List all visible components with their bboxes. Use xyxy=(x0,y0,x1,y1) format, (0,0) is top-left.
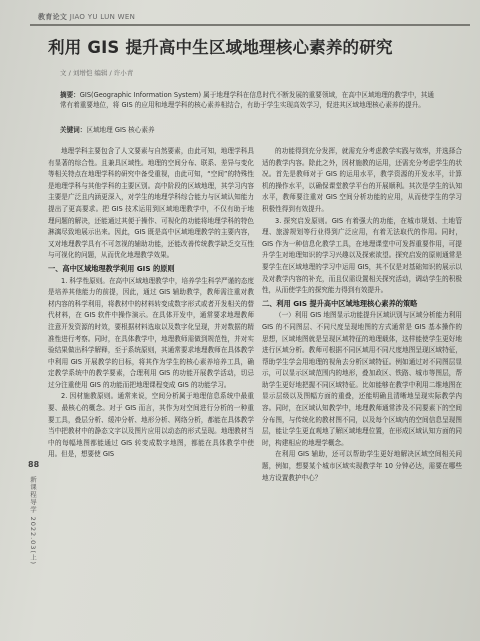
abstract xyxy=(60,90,440,110)
header-rule xyxy=(30,24,470,26)
body-paragraph: 1. 科学性原则。在高中区域地理教学中，培养学生科学严谨的态度是培养其他能力的前提，因此，通过 GIS 辅助教学，教师需注重对教材内容的科学利用，将教材中的材料转变成数字形式或者开发相关的替代材料，在 GIS 软件中操作演示。在具体开发中，通常要求地理教师注意开发资源的时效，要根据材料选取以及数字化呈现，并对数据的精准性进行考察。同时，在具体教学中，地理教师需做到规范性，并对实验结果做出科学解释，至于系统原则，其通常要求地理教师在具体教学中利用 GIS 开展教学的目标，将其作为学生的核心素养培养工具，确定教学系统中的教学要素，合理利用 GIS 的功能开展教学活动，切忌过分注重使用 GIS 的功能而把地理课程变成 GIS 的功能学习。 xyxy=(48,276,255,389)
abstract-label: 摘要： xyxy=(60,91,80,99)
header-section: 教育论文 xyxy=(38,13,68,21)
section-heading: 二、利用 GIS 提升高中区域地理核心素养的策略 xyxy=(262,298,418,308)
article-title: 利用 GIS 提升高中生区域地理核心素养的研究 xyxy=(48,38,393,57)
page-sidebar xyxy=(28,460,40,610)
body-paragraph: 地理学科主要包含了人文要素与自然要素，由此可知，地理学科具有显著的综合性。且兼具区域性。地理的空间分布、联系、差异与变化等相关特点在地理学科的研究中备受重视，由此可知，“空间”的特殊性是地理学科与其他学科的主要区别。高中阶段的区域地理，其学习内容主要是广泛且内涵更深入，对学生的地理学科综合能力与区域认知能力提出了更高要求。把 GIS 技术运用到区域地理教学中，不仅有助于地理问题的解决，还能通过其便于操作、可视化的功能将地理学科的特色淋漓尽致地展示出来。因此，GIS 既是高中区域地理教学的主要内容，又对地理教学具有不可忽视的辅助功能，还能改善传统教学缺乏交互性与可视化的问题，从而优化地理教学效果。 xyxy=(48,147,254,260)
right-column xyxy=(262,146,462,484)
keywords-label: 关键词： xyxy=(60,126,87,134)
body-paragraph: 在利用 GIS 辅助，还可以帮助学生更好地解决区域空间相关问题，例如，想要某个城市区域实现教学年 10 分钟必达，需要在哪些地方设置教护中心？ xyxy=(262,450,462,482)
author-line: 文 / 刘增恺 编辑 / 许小青 xyxy=(60,69,134,77)
journal-name: 新课程导学 2022.03(上) xyxy=(29,476,37,566)
keywords xyxy=(60,124,155,134)
left-column xyxy=(48,146,254,461)
abstract-text: GIS(Geographic Information System) 属于地理学科在信息时代不断发展的重要领域，在高中区域地理的教学中，其通常有着重要地位，将 GIS 的应用和地理学科的核心素养相结合，有助于学生实现高效学习，促进其区域地理核心素养的提升。 xyxy=(60,91,434,109)
page-number: 88 xyxy=(28,460,40,469)
running-header xyxy=(38,12,135,22)
body-paragraph: 的功能得到充分发挥，就需充分考虑教学实践与效率，并选择合适的教学内容。除此之外，因材施教的运用，还需充分考虑学生的状况。首先是教师对于 GIS 的运用水平，教学资源的开发水平，计算机的操作水平，以确保课堂教学平台的开展顺利。其次是学生的认知水平，教师要注重对 GIS 空间分析功能的应用，从而使学生的学习积极性得到有效提升。 xyxy=(262,147,462,213)
keywords-text: 区域地理 GIS 核心素养 xyxy=(86,126,155,134)
body-paragraph: （一）利用 GIS 地图显示功能提升区域识别与区域分析能力利用 GIS 的不同图层、不同尺度呈现地图的方式通常是 GIS 基本操作的思想，区域地图就是呈现区域特征的地理载体，这样能使学生更好地进行区域分析。教师可根据不同区域用不同尺度地图呈现区域特征，帮助学生学会用地理的视角去分析区域特征。例如通过对不同图层显示，可以显示区域范围内的地形，叠加政区、铁路、城市等图层，帮助学生更好地把握不同区域特征。比如能够在教学中利用二维地图在显示层级以及图幅方面的重叠，还能明确且清晰地呈现实际教学内容。同时，在区域认知教学中，地理教师通常涉及不同要素下的空间分布图，与传统化的教材图不同，以及每个区域内的空间信息呈现图层，能让学生更直观地了解区域地理位置，在形成区域认知方面的同时，构建相应的地理学概念。 xyxy=(262,311,462,447)
body-paragraph: 2. 因材施教原则。通常来说，空间分析属于地理信息系统中最重要、最核心的概念。对于 GIS 而言，其作为对空间进行分析的一种重要工具，叠层分析、缓冲分析、地形分析、网络分析，都能在具体教学当中把教材中的静态文字以及图片应用以动态的形式呈现。地理教材当中的每幅地图都能通过 GIS 转变成数字地图，都能在具体教学中使用。但是，想要使 GIS xyxy=(48,392,254,459)
header-pinyin: JIAO YU LUN WEN xyxy=(69,13,136,21)
section-heading: 一、高中区域地理教学利用 GIS 的原则 xyxy=(48,263,175,273)
body-paragraph: 3. 探究启发原则。GIS 有着强大的功能，在城市规划、土地管理、旅游规划等行业得到广泛应用，有着无法取代的作用。同时，GIS 作为一种信息化教学工具，在地理课堂中可发挥重要作用，可提升学生对地理知识的学习兴趣以及探索欲望。探究启发的原则通常是要学生在区域地理的学习中运用 GIS，其不仅是对基础知识的展示以及对教学内容的补充，而且仅需设置相关探究活动，调动学生的积极性，从而使学生的探究能力得到有效提升。 xyxy=(262,216,462,295)
